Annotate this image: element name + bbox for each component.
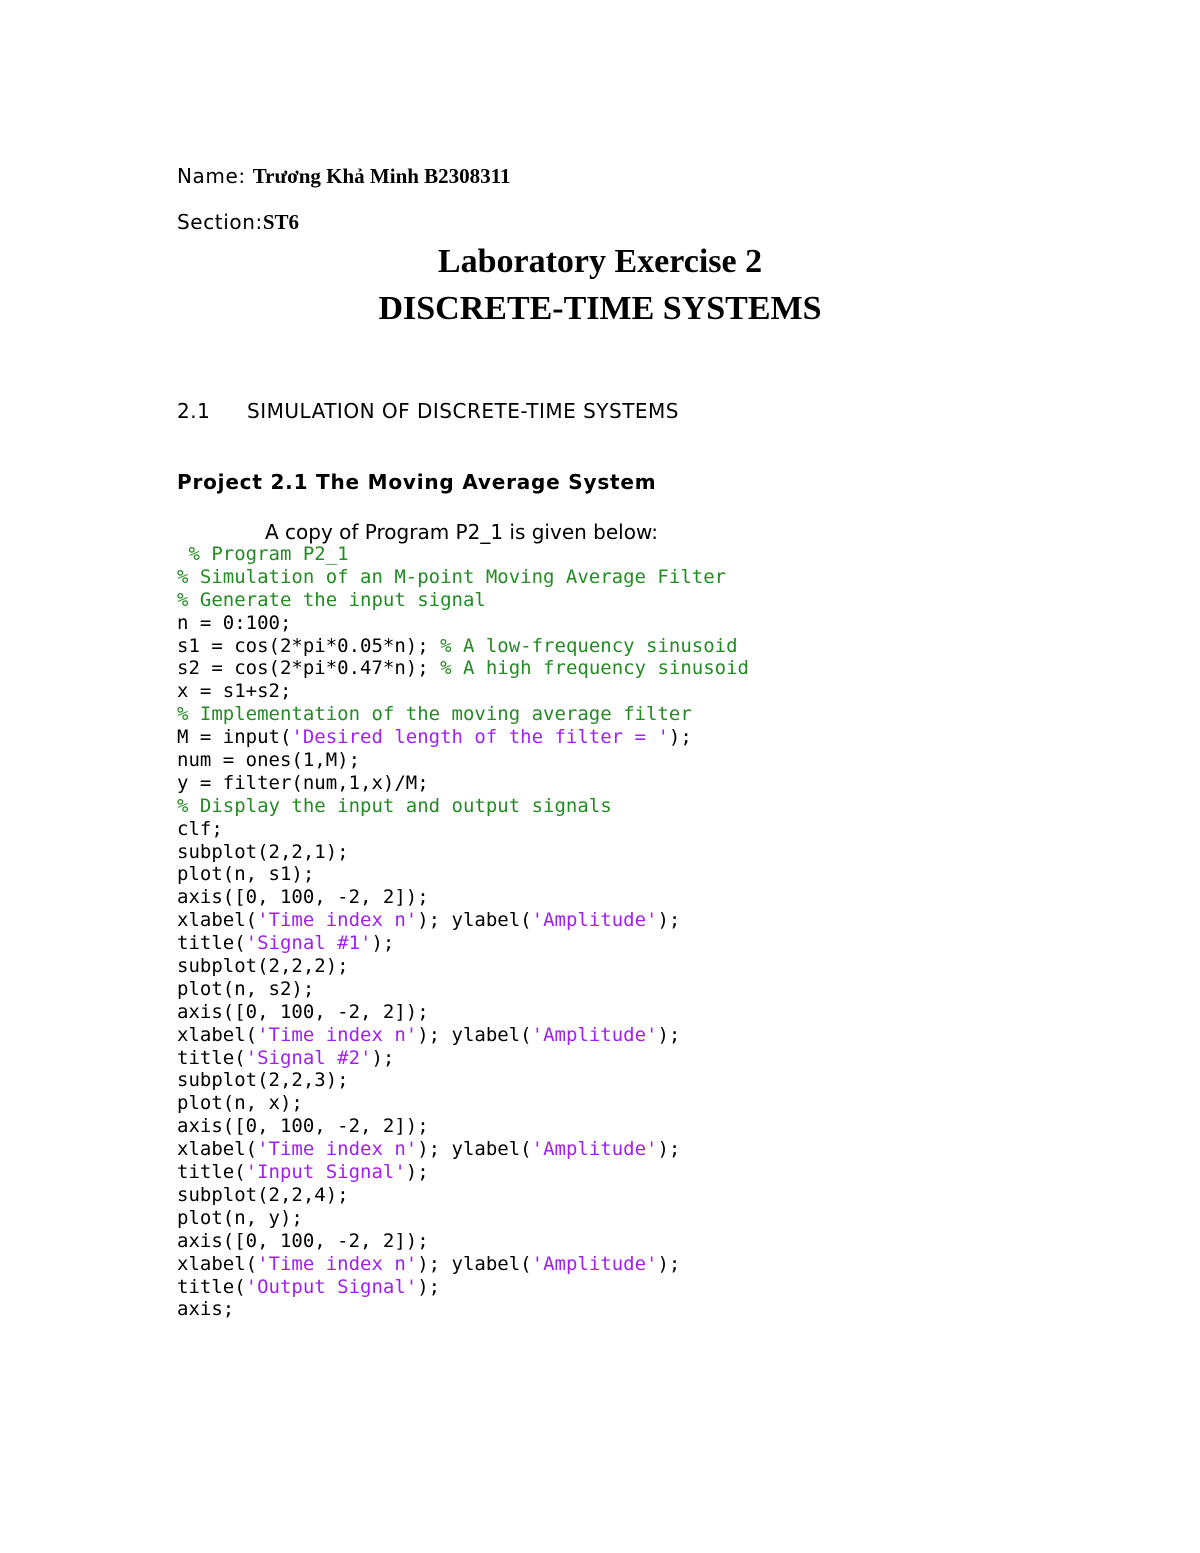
section-number: 2.1 (177, 399, 211, 423)
code-line (177, 1115, 749, 1138)
code-code-token: plot(n, y); (177, 1206, 303, 1229)
code-line (177, 818, 749, 841)
code-code-token: axis([0, 100, -2, 2]); (177, 1000, 429, 1023)
code-line (177, 886, 749, 909)
code-code-token: ); ylabel( (417, 1252, 532, 1275)
code-code-token: subplot(2,2,1); (177, 840, 349, 863)
code-code-token: title( (177, 1275, 246, 1298)
code-code-token: xlabel( (177, 1252, 258, 1275)
code-string-token: 'Amplitude' (531, 1138, 658, 1161)
code-string-token: 'Desired length of the filter = ' (291, 726, 669, 749)
code-code-token: ); (417, 1275, 441, 1298)
code-string-token: 'Amplitude' (531, 1023, 658, 1046)
code-line (177, 1276, 749, 1299)
name-field (177, 164, 511, 189)
code-line (177, 635, 749, 658)
code-code-token: xlabel( (177, 1138, 258, 1161)
section-field (177, 210, 299, 235)
code-line (177, 543, 749, 566)
code-code-token: ); ylabel( (417, 1023, 532, 1046)
code-code-token: ); ylabel( (417, 1138, 532, 1161)
code-code-token: ); (657, 909, 681, 932)
code-code-token: title( (177, 932, 246, 955)
code-line (177, 1207, 749, 1230)
code-line (177, 589, 749, 612)
name-value: Trương Khả Minh B2308311 (252, 164, 511, 188)
section-label: Section: (177, 210, 263, 234)
code-string-token: 'Input Signal' (245, 1161, 406, 1184)
code-code-token: ); (371, 932, 395, 955)
code-line (177, 795, 749, 818)
code-code-token: plot(n, s1); (177, 863, 315, 886)
code-line (177, 1047, 749, 1070)
code-code-token: M = input( (177, 726, 292, 749)
code-string-token: 'Amplitude' (531, 909, 658, 932)
code-comment-token: % Program P2_1 (177, 543, 349, 565)
code-line (177, 1230, 749, 1253)
code-line (177, 566, 749, 589)
code-code-token: num = ones(1,M); (177, 749, 361, 772)
code-line (177, 1092, 749, 1115)
code-string-token: 'Signal #1' (245, 932, 372, 955)
code-code-token: ); (405, 1161, 429, 1184)
code-line (177, 726, 749, 749)
code-line (177, 955, 749, 978)
code-line (177, 978, 749, 1001)
code-string-token: 'Time index n' (257, 1023, 418, 1046)
code-line (177, 1161, 749, 1184)
code-comment-token: % Implementation of the moving average filter (177, 703, 692, 726)
code-line (177, 772, 749, 795)
code-code-token: clf; (177, 817, 223, 840)
code-line (177, 703, 749, 726)
code-code-token: title( (177, 1046, 246, 1069)
code-code-token: ); (657, 1138, 681, 1161)
code-line (177, 1024, 749, 1047)
code-line (177, 1069, 749, 1092)
code-code-token: ); (657, 1023, 681, 1046)
code-line (177, 1253, 749, 1276)
code-comment-token: % Generate the input signal (177, 588, 486, 611)
code-code-token: n = 0:100; (177, 611, 292, 634)
code-comment-token: % A high frequency sinusoid (440, 657, 749, 680)
code-code-token: xlabel( (177, 909, 258, 932)
code-code-token: axis([0, 100, -2, 2]); (177, 886, 429, 909)
code-line (177, 1298, 749, 1321)
code-line (177, 841, 749, 864)
code-string-token: 'Amplitude' (531, 1252, 658, 1275)
code-comment-token: % Simulation of an M-point Moving Average Filter (177, 565, 727, 588)
code-line (177, 1184, 749, 1207)
code-code-token: axis; (177, 1298, 235, 1321)
code-code-token: subplot(2,2,3); (177, 1069, 349, 1092)
program-intro-text: A copy of Program P2_1 is given below: (265, 520, 658, 544)
document-subtitle: DISCRETE-TIME SYSTEMS (378, 290, 822, 327)
code-code-token: ); ylabel( (417, 909, 532, 932)
code-listing (177, 543, 749, 1321)
project-heading: Project 2.1 The Moving Average System (177, 470, 657, 494)
code-code-token: axis([0, 100, -2, 2]); (177, 1115, 429, 1138)
code-code-token: s1 = cos(2*pi*0.05*n); (177, 634, 441, 657)
code-code-token: axis([0, 100, -2, 2]); (177, 1229, 429, 1252)
code-code-token: ); (371, 1046, 395, 1069)
code-string-token: 'Time index n' (257, 909, 418, 932)
code-code-token: ); (657, 1252, 681, 1275)
code-line (177, 1001, 749, 1024)
code-code-token: subplot(2,2,4); (177, 1183, 349, 1206)
code-code-token: plot(n, x); (177, 1092, 303, 1115)
code-code-token: ); (668, 726, 692, 749)
code-code-token: plot(n, s2); (177, 977, 315, 1000)
section-heading (177, 399, 679, 423)
code-line (177, 909, 749, 932)
code-string-token: 'Signal #2' (245, 1046, 372, 1069)
code-code-token: xlabel( (177, 1023, 258, 1046)
code-line (177, 749, 749, 772)
code-line (177, 863, 749, 886)
code-line (177, 1138, 749, 1161)
code-string-token: 'Time index n' (257, 1138, 418, 1161)
code-code-token: subplot(2,2,2); (177, 955, 349, 978)
code-line (177, 680, 749, 703)
name-label: Name: (177, 164, 246, 188)
code-string-token: 'Time index n' (257, 1252, 418, 1275)
code-string-token: 'Output Signal' (245, 1275, 418, 1298)
code-line (177, 932, 749, 955)
code-code-token: s2 = cos(2*pi*0.47*n); (177, 657, 441, 680)
code-comment-token: % Display the input and output signals (177, 794, 612, 817)
code-code-token: title( (177, 1161, 246, 1184)
code-code-token: x = s1+s2; (177, 680, 292, 703)
section-value: ST6 (262, 210, 300, 234)
section-title: SIMULATION OF DISCRETE-TIME SYSTEMS (247, 399, 680, 423)
document-title: Laboratory Exercise 2 (437, 243, 763, 280)
code-code-token: y = filter(num,1,x)/M; (177, 771, 429, 794)
code-line (177, 657, 749, 680)
code-comment-token: % A low-frequency sinusoid (440, 634, 738, 657)
code-line (177, 612, 749, 635)
